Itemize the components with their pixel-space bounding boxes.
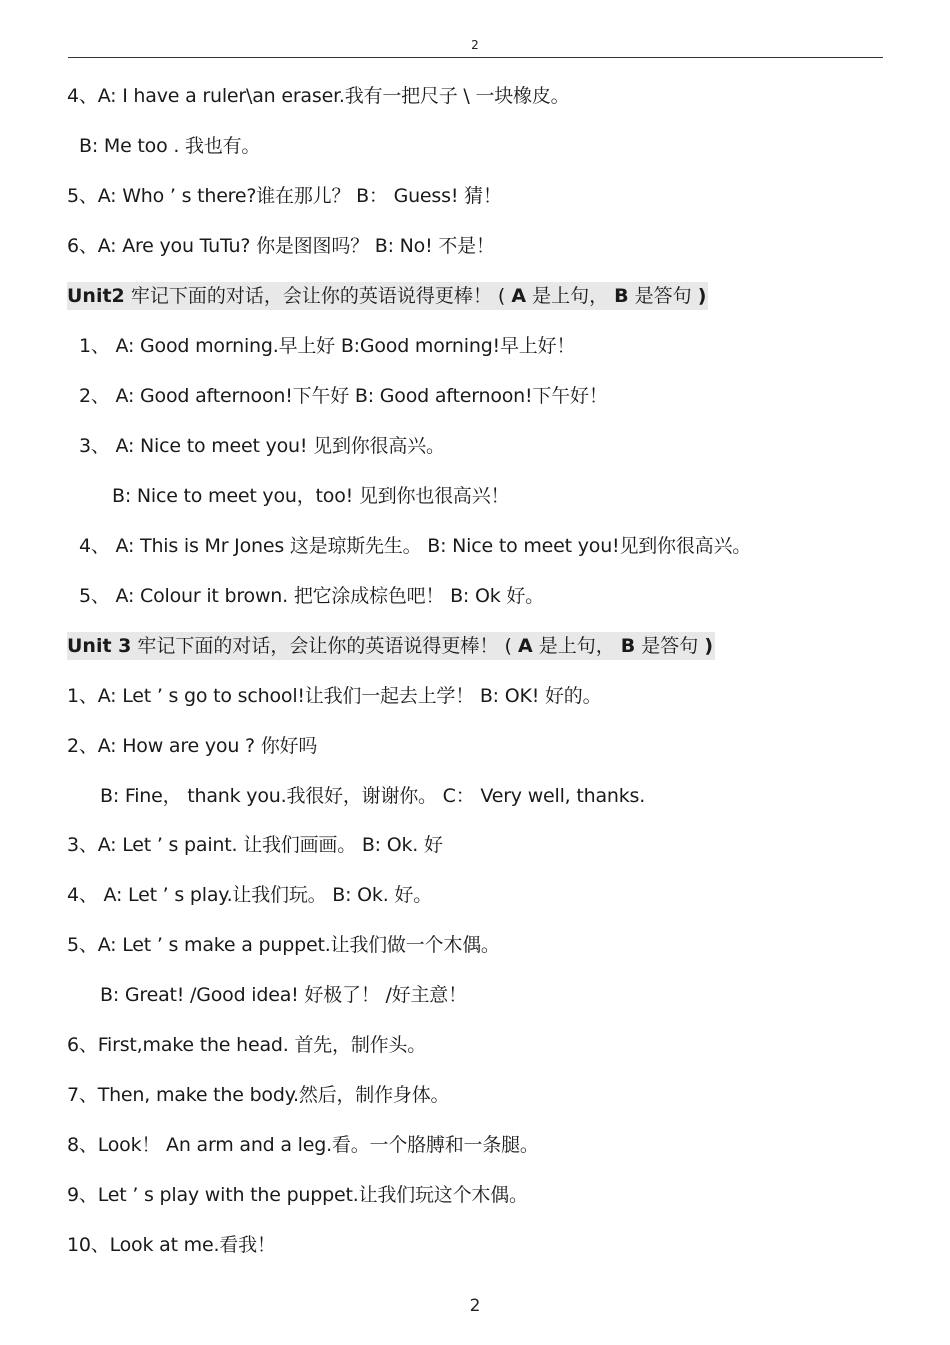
dialogue-line: 6、First,make the head. 首先，制作头。: [67, 1034, 427, 1056]
dialogue-line: 5、 A: Colour it brown. 把它涂成棕色吧！ B: Ok 好。: [79, 585, 544, 607]
dialogue-line: B: Nice to meet you，too! 见到你也很高兴！: [112, 485, 510, 507]
dialogue-line: 9、Let ’ s play with the puppet.让我们玩这个木偶。: [67, 1184, 528, 1206]
dialogue-line: 8、Look！ An arm and a leg.看。一个胳膊和一条腿。: [67, 1134, 539, 1156]
unit3-heading: [67, 632, 715, 660]
unit3-b-label: B: [620, 635, 636, 657]
unit2-a-text: 是上句，: [526, 285, 615, 307]
unit2-b-label: B: [614, 285, 629, 307]
dialogue-line: 3、 A: Nice to meet you! 见到你很高兴。: [79, 435, 445, 457]
header-divider: [68, 57, 883, 58]
unit3-a-text: 是上句，: [532, 635, 621, 657]
unit2-heading: [67, 282, 708, 310]
dialogue-line: 6、A: Are you TuTu? 你是图图吗？ B: No! 不是！: [67, 235, 495, 257]
dialogue-line: 3、A: Let ’ s paint. 让我们画画。 B: Ok. 好: [67, 834, 443, 856]
dialogue-line: 2、A: How are you ? 你好吗: [67, 735, 318, 757]
dialogue-line: 5、A: Let ’ s make a puppet.让我们做一个木偶。: [67, 934, 500, 956]
dialogue-line: 2、 A: Good afternoon!下午好 B: Good afternoon!下午好！: [79, 385, 608, 407]
unit3-close-paren: ): [704, 635, 714, 657]
unit2-label: Unit2: [67, 285, 125, 307]
dialogue-line: 4、 A: This is Mr Jones 这是琼斯先生。 B: Nice to meet you!见到你很高兴。: [79, 535, 752, 557]
page-footer-number: 2: [469, 1296, 481, 1316]
dialogue-line: 1、A: Let ’ s go to school!让我们一起去上学！ B: OK! 好的。: [67, 685, 602, 707]
dialogue-line: 5、A: Who ’ s there?谁在那儿？ B： Guess! 猜！: [67, 185, 502, 207]
unit2-close-paren: ): [697, 285, 707, 307]
dialogue-line: 10、Look at me.看我！: [67, 1234, 276, 1256]
dialogue-line: B: Me too . 我也有。: [79, 135, 261, 157]
dialogue-line: B: Fine， thank you.我很好，谢谢你。 C： Very well, thanks.: [100, 785, 646, 807]
unit3-heading-text: 牢记下面的对话，会让你的英语说得更棒！ (: [131, 635, 518, 657]
dialogue-line: 4、A: I have a ruler\an eraser.我有一把尺子 \ 一块橡皮。: [67, 85, 570, 107]
dialogue-line: 4、 A: Let ’ s play.让我们玩。 B: Ok. 好。: [67, 884, 432, 906]
unit3-a-label: A: [517, 635, 533, 657]
unit3-b-text: 是答句: [635, 635, 705, 657]
dialogue-line: 7、Then, make the body.然后，制作身体。: [67, 1084, 450, 1106]
unit3-label: Unit 3: [67, 635, 132, 657]
unit2-heading-text: 牢记下面的对话，会让你的英语说得更棒！ (: [124, 285, 512, 307]
unit2-b-text: 是答句: [628, 285, 698, 307]
unit2-a-label: A: [511, 285, 527, 307]
dialogue-line: B: Great! /Good idea! 好极了！ /好主意！: [100, 984, 467, 1006]
dialogue-line: 1、 A: Good morning.早上好 B:Good morning!早上好！: [79, 335, 576, 357]
page-header-number: 2: [471, 38, 479, 52]
